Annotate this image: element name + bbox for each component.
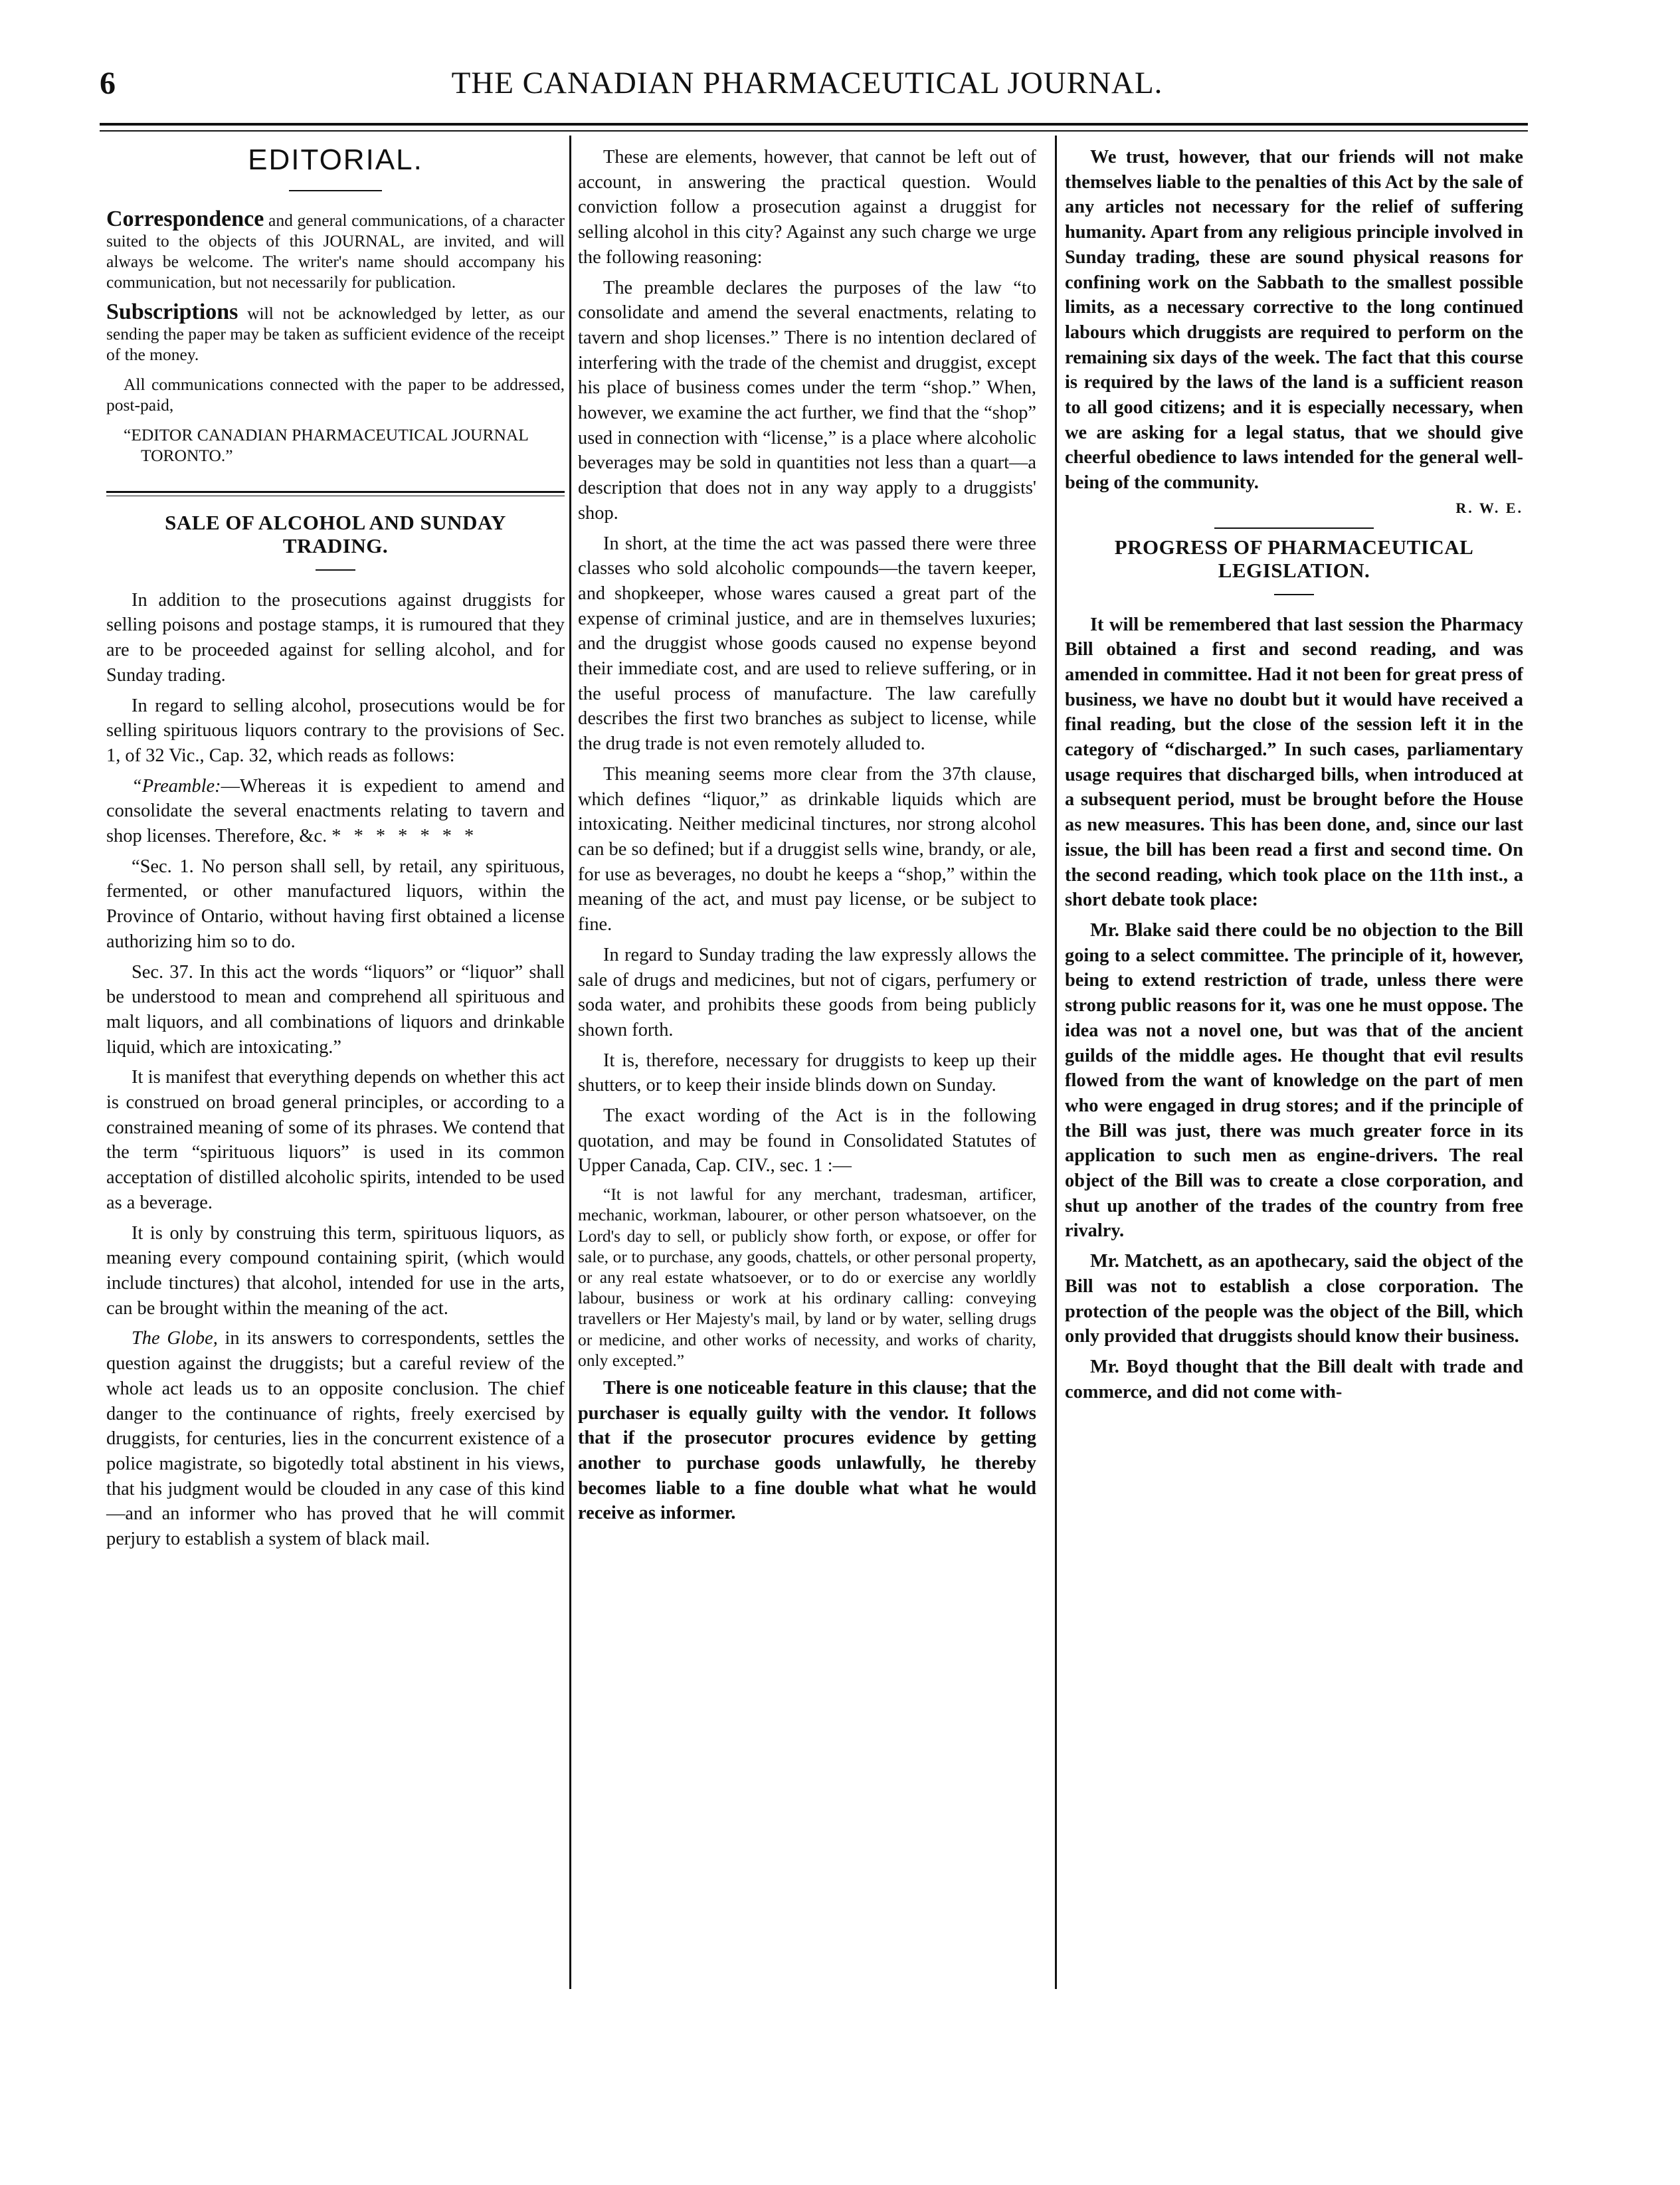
article-1-heading xyxy=(106,511,565,557)
article-1-paragraph: In addition to the prosecutions against druggists for selling poisons and postage stamps, it is rumoured that they are to be proceeded against for selling alcohol, and for Sunday trading. xyxy=(106,589,565,686)
globe-reference: The Globe, xyxy=(132,1328,218,1349)
article-2-heading xyxy=(1065,535,1523,582)
article-1-paragraph: This meaning seems more clear from the 37th clause, which defines “liquor,” as drinkable liquids which are intoxicating. Neither medicinal tinctures, nor strong alcohol can be so defined; but if a druggist sells wine, brandy, or ale, for use as beverages, no doubt he keeps a “shop,” within the meaning of the act, and must pay license, or be subject to fine. xyxy=(578,763,1036,935)
column-divider-left xyxy=(569,136,571,1989)
globe-paragraph-text: in its answers to correspondents, settles the question against the druggists; but a careful review of the whole act leads us to an opposite conclusion. The chief danger to the continuance of rights, freely exercised by druggists, for centuries, lies in the concurrent existence of a police magistrate, so bigotedly total abstinent in his views, that his judgment would be clouded in any case of this kind—and an informer who has proved that he will commit perjury to establish a system of black mail. xyxy=(106,1328,565,1550)
subscriptions-notice xyxy=(106,299,565,365)
editor-address-line1: “EDITOR CANADIAN PHARMACEUTICAL JOURNAL xyxy=(124,425,529,444)
article-1-section-1: “Sec. 1. No person shall sell, by retail, any spirituous, fermented, or other manufactured liquors, within the Province of Ontario, without having first obtained a license authorizing him so to do. xyxy=(106,856,565,952)
article-1-paragraph: The preamble declares the purposes of the law “to consolidate and amend the several enactments, relating to tavern and shop licenses.” There is no intention declared of interfering with the trade of the chemist and druggist, except his place of business comes under the term “shop.” When, however, we examine the act further, we find that the “shop” used in connection with “license,” is a place where alcoholic beverages may be sold in quantities not less than a quart—a description that does not in any way apply to a druggists' shop. xyxy=(578,277,1036,523)
article-1-section-37: Sec. 37. In this act the words “liquors” or “liquor” shall be understood to mean and comprehend all spirituous and malt liquors, and all combinations of liquors and drinkable liquid, which are intoxicating.” xyxy=(106,961,565,1058)
article-2-paragraph: Mr. Blake said there could be no objection to the Bill going to a select committee. The principle of it, however, being to extend restriction of trade, unless there were strong public reasons for it, was one he must oppose. The idea was not a novel one, but was that of the ancient guilds of the middle ages. He thought that evil results flowed from the want of knowledge on the part of men who were engaged in drug stores; and if the principle of the Bill was just, there was much greater force in its application to such men as engine-drivers. The real object of the Bill was to create a close corporation, and shut up another of the trades of the country from free rivalry. xyxy=(1065,919,1523,1242)
article-1-paragraph: It is only by construing this term, spirituous liquors, as meaning every compound containing spirit, (which would include tinctures) that alcohol, intended for use in the arts, can be brought within the meaning of the act. xyxy=(106,1222,565,1319)
article-1-paragraph: The exact wording of the Act is in the following quotation, and may be found in Consolidated Statutes of Upper Canada, Cap. CIV., sec. 1 :— xyxy=(578,1105,1036,1177)
header-rule-top xyxy=(100,123,1528,126)
subscriptions-lead: Subscriptions xyxy=(106,299,238,324)
column-3-content xyxy=(1065,145,1523,1410)
article-1-heading-rule xyxy=(316,569,355,571)
communications-notice: All communications connected with the paper to be addressed, post-paid, xyxy=(106,374,565,415)
article-2-heading-rule xyxy=(1274,594,1314,595)
correspondence-notice xyxy=(106,206,565,292)
article-1-paragraph: In regard to Sunday trading the law expressly allows the sale of drugs and medicines, but not of cigars, perfumery or soda water, and prohibits these goods from being publicly shown forth. xyxy=(578,944,1036,1040)
article-2-paragraph: Mr. Matchett, as an apothecary, said the object of the Bill was not to establish a close corporation. The protection of the people was the object of the Bill, which only provided that druggists should know their business. xyxy=(1065,1251,1523,1347)
header-rule-bottom xyxy=(100,130,1528,132)
editor-address-line2: TORONTO.” xyxy=(141,445,233,465)
article-1-paragraph: We trust, however, that our friends will not make themselves liable to the penalties of this Act by the sale of any articles not necessary for the relief of suffering humanity. Apart from any religious principle involved in Sunday trading, these are sound physical reasons for confining work on the Sabbath to the smallest possible limits, as a necessary corrective to the long continued labours which druggists are required to perform on the remaining six days of the week. The fact that this course is required by the laws of the land is a sufficient reason to all good citizens; and it is especially necessary, when we are asking for a legal status, that we should give cheerful obedience to laws intended for the general well-being of the community. xyxy=(1065,147,1523,494)
article-1-paragraph: In regard to selling alcohol, prosecutions would be for selling spirituous liquors contrary to the provisions of Sec. 1, of 32 Vic., Cap. 32, which reads as follows: xyxy=(106,695,565,766)
running-title: THE CANADIAN PHARMACEUTICAL JOURNAL. xyxy=(451,66,1163,100)
article-separator-rule xyxy=(1214,527,1374,529)
page-header xyxy=(93,65,1521,105)
elision-stars: * * * * * * * xyxy=(331,826,478,847)
article-1-paragraph: It is manifest that everything depends on whether this act is construed on broad general principles, or according to a constrained meaning of some of its phrases. We contend that the term “spirituous liquors” is used in its common acceptation of distilled alcoholic spirits, intended to be used as a beverage. xyxy=(106,1067,565,1213)
article-1-signature: R. W. E. xyxy=(1455,499,1523,516)
section-rule-a xyxy=(106,491,565,493)
correspondence-lead: Correspondence xyxy=(106,206,264,231)
page-number: 6 xyxy=(100,66,116,101)
editorial-notice xyxy=(106,206,565,466)
article-1-paragraph xyxy=(106,1326,565,1551)
article-2-heading-line2: LEGISLATION. xyxy=(1218,558,1370,582)
preamble-text: —Whereas it is expedient to amend and consolidate the several enactments relating to tavern and shop licenses. Therefore, &c. xyxy=(106,775,565,847)
article-1-paragraph: It is, therefore, necessary for druggists to keep up their shutters, or to keep their inside blinds down on Sunday. xyxy=(578,1050,1036,1096)
statute-quotation: “It is not lawful for any merchant, tradesman, artificer, mechanic, workman, labourer, or other person whatsoever, on the Lord's day to sell, or publicly show forth, or expose, or offer for sale, or to purchase, any goods, chattels, or other personal property, or any real estate whatsoever, or to do or exercise any worldly labour, business or work at his ordinary calling: conveying travellers or Her Majesty's mail, by land or by water, selling drugs or medicine, and other works of necessity, and works of charity, only excepted.” xyxy=(578,1185,1036,1370)
article-1-heading-line1: SALE OF ALCOHOL AND SUNDAY xyxy=(165,510,506,534)
article-1-paragraph: These are elements, however, that cannot be left out of account, in answering the practical question. Would conviction follow a prosecution against a druggist for selling alcohol in this city? Against any such charge we urge the following reasoning: xyxy=(578,147,1036,268)
correspondence-text: and general communications, of a character suited to the objects of this JOURNAL, are invited, and will always be welcome. The writer's name should accompany his communication, but not necessarily for publication. xyxy=(106,210,565,292)
subscriptions-text: will not be acknowledged by letter, as our sending the paper may be taken as sufficient evidence of the receipt of the money. xyxy=(106,303,565,364)
column-1 xyxy=(106,145,565,1557)
article-2-paragraph: Mr. Boyd thought that the Bill dealt with trade and commerce, and did not come with- xyxy=(1065,1356,1523,1402)
column-2 xyxy=(578,145,1036,1531)
editorial-heading-rule xyxy=(289,190,382,191)
article-1-heading-line2: TRADING. xyxy=(282,533,389,557)
preamble-lead: “Preamble: xyxy=(132,775,221,797)
article-1-preamble xyxy=(106,774,565,849)
article-2-heading-line1: PROGRESS OF PHARMACEUTICAL xyxy=(1114,535,1474,559)
editorial-heading: EDITORIAL. xyxy=(248,143,423,176)
column-divider-right xyxy=(1055,136,1057,1989)
article-1-paragraph: In short, at the time the act was passed there were three classes who sold alcoholic compounds—the tavern keeper, and shopkeeper, whose wares caused a great part of the expense of criminal justice, and are in themselves luxuries; and the druggist whose goods caused no expense beyond their immediate cost, and are used to relieve suffering, or in the useful process of manufacture. The law carefully describes the first two branches as subject to license, while the drug trade is not even remotely alluded to. xyxy=(578,533,1036,755)
article-1-paragraph: There is one noticeable feature in this clause; that the purchaser is equally guilty with the vendor. It follows that if the prosecutor procures evidence by getting another to purchase goods unlawfully, he thereby becomes liable to a fine double what what he would receive as informer. xyxy=(578,1377,1036,1524)
article-2-paragraph: It will be remembered that last session the Pharmacy Bill obtained a first and second reading, and was amended in committee. Had it not been for great press of business, we have no doubt but it would have received a final reading, but the close of the session left it in the category of “discharged.” In such cases, parliamentary usage requires that discharged bills, when introduced at a subsequent period, must be brought before the House as new measures. This has been done, and, since our last issue, the bill has been read a first and second time. On the second reading, which took place on the 11th inst., a short debate took place: xyxy=(1065,614,1523,911)
